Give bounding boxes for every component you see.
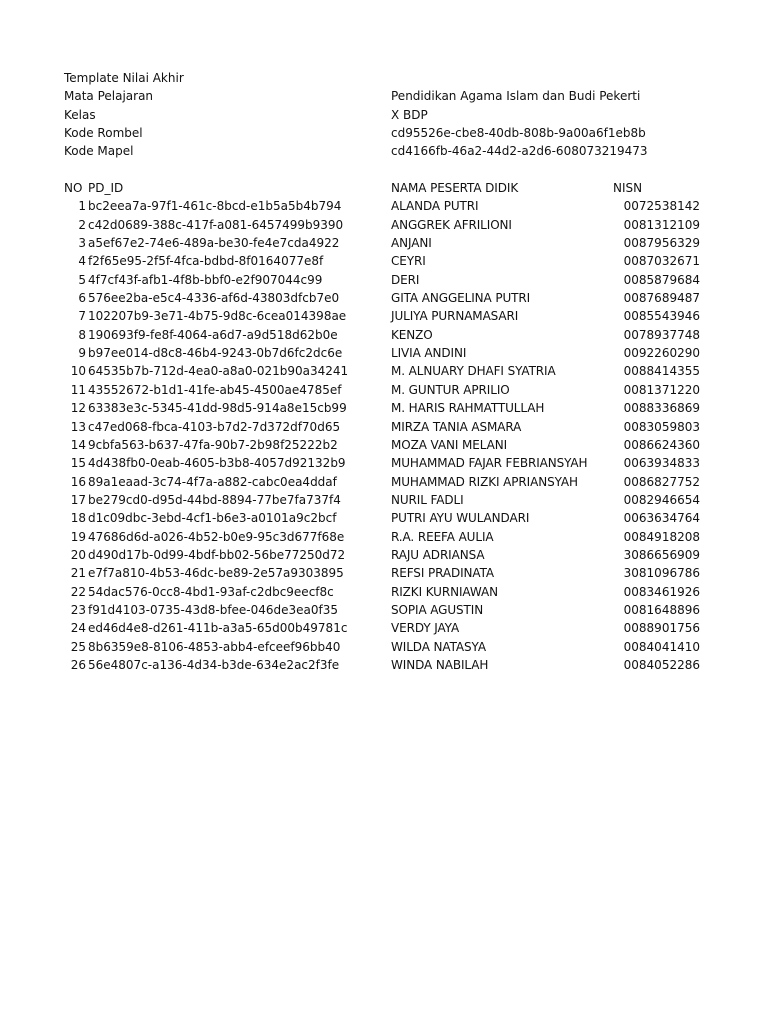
kode-rombel-label: Kode Rombel: [64, 125, 143, 140]
table-row: [0, 656, 768, 674]
row-student-name: R.A. REEFA AULIA: [391, 529, 494, 544]
table-row: [0, 509, 768, 527]
column-header-no: NO: [64, 181, 83, 195]
row-nisn: 3086656909: [623, 547, 700, 562]
row-student-name: REFSI PRADINATA: [391, 566, 495, 581]
row-pd-id: 4d438fb0-0eab-4605-b3b8-4057d92132b9: [88, 456, 346, 471]
row-number: 7: [78, 309, 86, 324]
table-row: [0, 344, 768, 362]
mata-pelajaran-row: [0, 87, 768, 105]
row-student-name: MUHAMMAD RIZKI APRIANSYAH: [391, 474, 578, 489]
row-student-name: DERI: [391, 272, 420, 287]
row-number: 18: [70, 511, 86, 526]
row-student-name: PUTRI AYU WULANDARI: [391, 511, 530, 526]
row-number: 21: [70, 566, 86, 581]
row-number: 1: [78, 199, 86, 214]
table-row: [0, 234, 768, 252]
column-header-nisn: NISN: [613, 181, 643, 195]
table-row: [0, 399, 768, 417]
row-pd-id: d490d17b-0d99-4bdf-bb02-56be77250d72: [88, 547, 346, 562]
row-pd-id: 64535b7b-712d-4ea0-a8a0-021b90a34241: [88, 364, 349, 379]
row-student-name: ANJANI: [391, 236, 432, 250]
row-pd-id: 4f7cf43f-afb1-4f8b-bbf0-e2f907044c99: [88, 272, 323, 287]
template-title-row: [0, 69, 768, 87]
row-nisn: 0083059803: [623, 419, 700, 434]
row-nisn: 0086624360: [623, 437, 700, 452]
kode-rombel-value: cd95526e-cbe8-40db-808b-9a00a6f1eb8b: [391, 125, 646, 140]
table-row: [0, 583, 768, 601]
row-student-name: ANGGREK AFRILIONI: [391, 217, 512, 232]
table-row: [0, 289, 768, 307]
row-nisn: 0081648896: [623, 603, 700, 617]
row-student-name: MOZA VANI MELANI: [391, 437, 508, 452]
kelas-label: Kelas: [64, 107, 96, 122]
row-number: 26: [70, 658, 86, 673]
row-nisn: 0086827752: [623, 474, 700, 489]
row-student-name: MUHAMMAD FAJAR FEBRIANSYAH: [391, 456, 588, 471]
row-pd-id: 102207b9-3e71-4b75-9d8c-6cea014398ae: [88, 309, 347, 324]
row-number: 10: [70, 364, 86, 379]
row-pd-id: 89a1eaad-3c74-4f7a-a882-cabc0ea4ddaf: [88, 474, 337, 489]
row-number: 5: [78, 272, 86, 287]
row-pd-id: c47ed068-fbca-4103-b7d2-7d372df70d65: [88, 419, 341, 434]
row-nisn: 0084052286: [623, 658, 700, 673]
row-student-name: M. HARIS RAHMATTULLAH: [391, 401, 545, 416]
row-number: 14: [70, 437, 86, 452]
row-nisn: 0088901756: [623, 621, 700, 636]
row-pd-id: 9cbfa563-b637-47fa-90b7-2b98f25222b2: [88, 437, 338, 452]
column-header-nama: NAMA PESERTA DIDIK: [391, 181, 519, 195]
table-row: [0, 197, 768, 215]
table-row: [0, 326, 768, 344]
row-student-name: M. ALNUARY DHAFI SYATRIA: [391, 364, 556, 379]
mata-pelajaran-label: Mata Pelajaran: [64, 89, 154, 104]
row-nisn: 0087689487: [623, 291, 700, 306]
row-nisn: 0085543946: [623, 309, 700, 324]
table-row: [0, 454, 768, 472]
row-nisn: 0092260290: [623, 346, 700, 361]
row-nisn: 0081312109: [623, 217, 700, 232]
row-student-name: GITA ANGGELINA PUTRI: [391, 291, 531, 306]
row-pd-id: c42d0689-388c-417f-a081-6457499b9390: [88, 217, 344, 232]
row-nisn: 0084041410: [623, 639, 700, 654]
row-pd-id: 54dac576-0cc8-4bd1-93af-c2dbc9eecf8c: [88, 584, 334, 599]
row-pd-id: b97ee014-d8c8-46b4-9243-0b7d6fc2dc6e: [88, 346, 343, 361]
row-nisn: 0087032671: [623, 254, 700, 269]
row-pd-id: 43552672-b1d1-41fe-ab45-4500ae4785ef: [88, 382, 342, 397]
table-row: [0, 546, 768, 564]
row-pd-id: d1c09dbc-3ebd-4cf1-b6e3-a0101a9c2bcf: [88, 511, 337, 526]
row-nisn: 0085879684: [623, 272, 700, 287]
kelas-row: [0, 106, 768, 124]
row-pd-id: 190693f9-fe8f-4064-a6d7-a9d518d62b0e: [88, 327, 338, 342]
row-student-name: CEYRI: [391, 254, 426, 269]
row-pd-id: f91d4103-0735-43d8-bfee-046de3ea0f35: [88, 603, 339, 617]
row-number: 3: [78, 236, 86, 250]
row-pd-id: a5ef67e2-74e6-489a-be30-fe4e7cda4922: [88, 236, 340, 250]
row-pd-id: bc2eea7a-97f1-461c-8bcd-e1b5a5b4b794: [88, 199, 342, 214]
row-nisn: 0081371220: [623, 382, 700, 397]
row-pd-id: 63383e3c-5345-41dd-98d5-914a8e15cb99: [88, 401, 347, 416]
template-title: Template Nilai Akhir: [64, 71, 184, 85]
row-student-name: JULIYA PURNAMASARI: [391, 309, 519, 324]
row-pd-id: e7f7a810-4b53-46dc-be89-2e57a9303895: [88, 566, 344, 581]
row-student-name: WILDA NATASYA: [391, 639, 486, 654]
row-number: 20: [70, 547, 86, 562]
row-nisn: 3081096786: [623, 566, 700, 581]
row-number: 4: [78, 254, 86, 269]
row-number: 19: [70, 529, 86, 544]
table-row: [0, 252, 768, 270]
table-row: [0, 619, 768, 637]
row-number: 12: [70, 401, 86, 416]
row-nisn: 0087956329: [623, 236, 700, 250]
row-number: 13: [70, 419, 86, 434]
row-number: 24: [70, 621, 86, 636]
table-row: [0, 473, 768, 491]
table-row: [0, 436, 768, 454]
row-pd-id: f2f65e95-2f5f-4fca-bdbd-8f0164077e8f: [88, 254, 324, 269]
kode-mapel-row: [0, 142, 768, 160]
row-nisn: 0083461926: [623, 584, 700, 599]
table-row: [0, 528, 768, 546]
row-nisn: 0082946654: [623, 492, 700, 507]
row-student-name: RIZKI KURNIAWAN: [391, 584, 498, 599]
row-pd-id: ed46d4e8-d261-411b-a3a5-65d00b49781c: [88, 621, 348, 636]
row-number: 23: [70, 603, 86, 617]
kode-rombel-row: [0, 124, 768, 142]
table-row: [0, 491, 768, 509]
table-row: [0, 307, 768, 325]
row-pd-id: 56e4807c-a136-4d34-b3de-634e2ac2f3fe: [88, 658, 340, 673]
row-pd-id: 576ee2ba-e5c4-4336-af6d-43803dfcb7e0: [88, 291, 340, 306]
table-row: [0, 362, 768, 380]
row-nisn: 0084918208: [623, 529, 700, 544]
table-row: [0, 601, 768, 619]
row-nisn: 0088336869: [623, 401, 700, 416]
row-student-name: VERDY JAYA: [391, 621, 460, 636]
row-number: 8: [78, 327, 86, 342]
row-number: 11: [70, 382, 86, 397]
row-number: 16: [70, 474, 86, 489]
row-pd-id: be279cd0-d95d-44bd-8894-77be7fa737f4: [88, 492, 341, 507]
row-student-name: NURIL FADLI: [391, 492, 464, 507]
row-student-name: MIRZA TANIA ASMARA: [391, 419, 522, 434]
table-row: [0, 564, 768, 582]
table-row: [0, 381, 768, 399]
row-student-name: RAJU ADRIANSA: [391, 547, 485, 562]
row-nisn: 0088414355: [623, 364, 700, 379]
row-nisn: 0063634764: [623, 511, 700, 526]
kode-mapel-value: cd4166fb-46a2-44d2-a2d6-608073219473: [391, 144, 648, 159]
row-number: 15: [70, 456, 86, 471]
row-student-name: SOPIA AGUSTIN: [391, 603, 484, 617]
row-number: 25: [70, 639, 86, 654]
row-number: 9: [78, 346, 86, 361]
row-nisn: 0078937748: [623, 327, 700, 342]
row-pd-id: 8b6359e8-8106-4853-abb4-efceef96bb40: [88, 639, 341, 654]
kode-mapel-label: Kode Mapel: [64, 144, 134, 159]
row-number: 6: [78, 291, 86, 306]
row-number: 17: [70, 492, 86, 507]
row-nisn: 0072538142: [623, 199, 700, 214]
row-student-name: ALANDA PUTRI: [391, 199, 479, 214]
row-pd-id: 47686d6d-a026-4b52-b0e9-95c3d677f68e: [88, 529, 345, 544]
table-row: [0, 271, 768, 289]
mata-pelajaran-value: Pendidikan Agama Islam dan Budi Pekerti: [391, 89, 641, 104]
table-row: [0, 418, 768, 436]
row-number: 22: [70, 584, 86, 599]
row-nisn: 0063934833: [623, 456, 700, 471]
row-student-name: KENZO: [391, 327, 433, 342]
row-student-name: LIVIA ANDINI: [391, 346, 467, 361]
kelas-value: X BDP: [391, 107, 428, 122]
column-header-pd-id: PD_ID: [88, 181, 124, 195]
table-row: [0, 638, 768, 656]
row-student-name: M. GUNTUR APRILIO: [391, 382, 510, 397]
table-header-row: [0, 179, 768, 197]
row-student-name: WINDA NABILAH: [391, 658, 489, 673]
row-number: 2: [78, 217, 86, 232]
table-row: [0, 216, 768, 234]
